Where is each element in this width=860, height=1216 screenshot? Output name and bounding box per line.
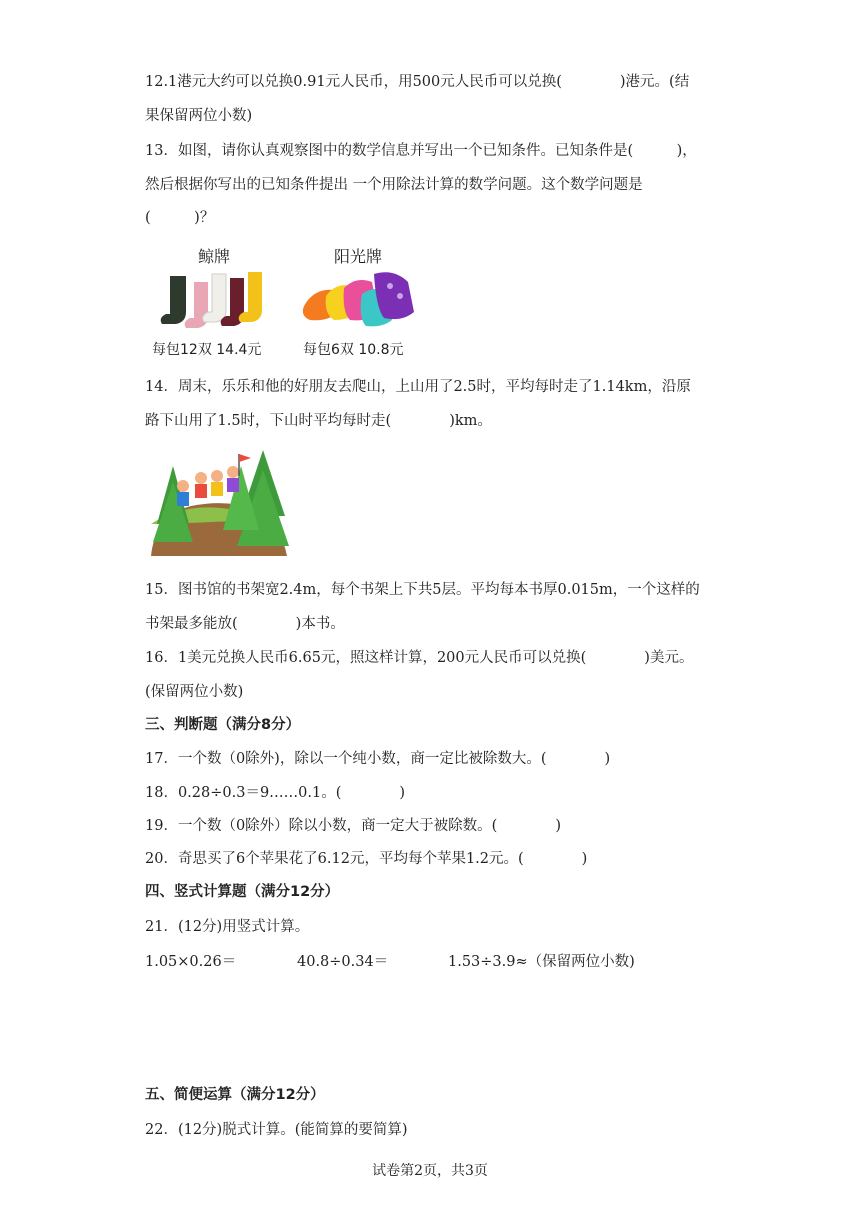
q16-line2: (保留两位小数) <box>145 684 244 700</box>
q22: 22．(12分)脱式计算。(能简算的要简算) <box>145 1122 408 1138</box>
q13-line3: ( )？ <box>145 210 215 226</box>
section-5-heading: 五、简便运算（满分12分） <box>145 1087 325 1103</box>
page-footer: 试卷第2页，共3页 <box>372 1163 488 1179</box>
q13-line1: 13．如图，请你认真观察图中的数学信息并写出一个已知条件。已知条件是( )， <box>145 143 697 159</box>
sock-price-2-label: 每包6双 10.8元 <box>303 342 404 358</box>
q21: 21．(12分)用竖式计算。 <box>145 919 310 935</box>
q21-calc-1: 1.05×0.26＝ <box>145 954 237 970</box>
q12-line2: 果保留两位小数) <box>145 108 253 124</box>
sock-price-1-label: 每包12双 14.4元 <box>152 342 262 358</box>
sunshine-socks-image <box>296 266 426 338</box>
q20: 20．奇思买了6个苹果花了6.12元，平均每个苹果1.2元。( ) <box>145 851 588 867</box>
q12-line1: 12.1港元大约可以兑换0.91元人民币，用500元人民币可以兑换( )港元。(结 <box>145 74 690 90</box>
q17: 17．一个数（0除外)，除以一个纯小数，商一定比被除数大。( ) <box>145 751 611 767</box>
whale-socks-image <box>160 268 280 340</box>
q21-calc-2: 40.8÷0.34＝ <box>297 954 389 970</box>
q14-line2: 路下山用了1.5时，下山时平均每时走( )km。 <box>145 413 492 429</box>
q15-line2: 书架最多能放( )本书。 <box>145 616 345 632</box>
q14-line1: 14．周末，乐乐和他的好朋友去爬山，上山用了2.5时，平均每时走了1.14km，沿原 <box>145 379 691 395</box>
q18: 18．0.28÷0.3＝9……0.1。( ) <box>145 785 406 801</box>
sock-brand-1-label: 鲸牌 <box>198 247 231 266</box>
section-3-heading: 三、判断题（满分8分） <box>145 717 301 733</box>
q13-line2: 然后根据你写出的已知条件提出 一个用除法计算的数学问题。这个数学问题是 <box>145 177 643 193</box>
sock-brand-2-label: 阳光牌 <box>334 247 383 266</box>
q19: 19．一个数（0除外）除以小数，商一定大于被除数。( ) <box>145 818 561 834</box>
section-4-heading: 四、竖式计算题（满分12分） <box>145 884 340 900</box>
q21-calc-3: 1.53÷3.9≈（保留两位小数) <box>448 954 635 970</box>
mountain-hiking-image <box>143 446 293 558</box>
q15-line1: 15．图书馆的书架宽2.4m，每个书架上下共5层。平均每本书厚0.015m，一个这样的 <box>145 582 700 598</box>
q16-line1: 16．1美元兑换人民币6.65元，照这样计算，200元人民币可以兑换( )美元。 <box>145 650 694 666</box>
